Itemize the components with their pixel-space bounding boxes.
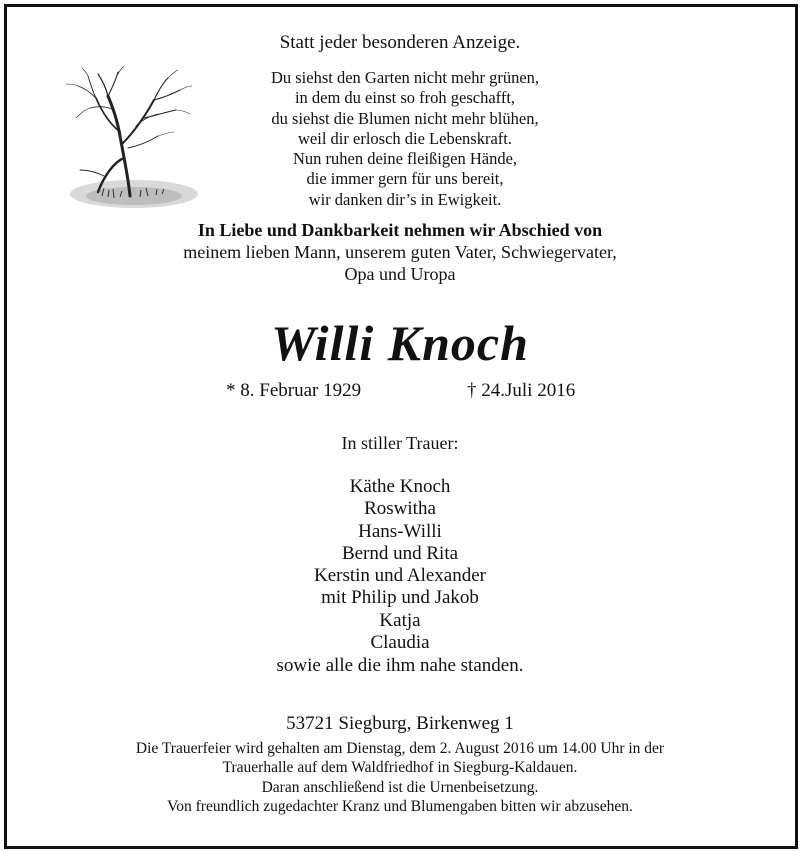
family-member: mit Philip und Jakob [321, 587, 479, 609]
family-member: Roswitha [364, 498, 436, 520]
farewell-line: Opa und Uropa [344, 263, 456, 284]
poem [250, 68, 560, 210]
poem-line: du siehst die Blumen nicht mehr blühen, [271, 108, 539, 128]
family-member: Claudia [370, 632, 430, 654]
notes-line: Trauerhalle auf dem Waldfriedhof in Siegburg-Kaldauen. [222, 759, 578, 777]
address: 53721 Siegburg, Birkenweg 1 [286, 713, 514, 734]
notes-line: Von freundlich zugedachter Kranz und Blumengaben bitten wir abzusehen. [167, 797, 633, 815]
birth-date: * 8. Februar 1929 [226, 380, 362, 401]
farewell-text [0, 242, 800, 285]
family-member: Käthe Knoch [349, 476, 451, 497]
notes-line: Daran anschließend ist die Urnenbeisetzung. [261, 778, 539, 796]
deceased-name: Willi Knoch [271, 315, 529, 371]
poem-line: in dem du einst so froh geschafft, [294, 88, 516, 108]
poem-line: die immer gern für uns bereit, [306, 169, 504, 189]
notes-line: Die Trauerfeier wird gehalten am Dienstag, dem 2. August 2016 um 14.00 Uhr in der [135, 740, 665, 757]
service-notes [0, 739, 800, 816]
farewell-heading: In Liebe und Dankbarkeit nehmen wir Abschied von [197, 220, 603, 240]
mourning-heading: In stiller Trauer: [341, 433, 459, 453]
farewell-line: meinem lieben Mann, unserem guten Vater, Schwiegervater, [183, 242, 617, 262]
family-list [0, 476, 800, 654]
family-member: Hans-Willi [358, 520, 442, 542]
tree-illustration [62, 66, 198, 212]
poem-line: Du siehst den Garten nicht mehr grünen, [270, 68, 540, 87]
others-line: sowie alle die ihm nahe standen. [276, 655, 524, 676]
family-member: Bernd und Rita [341, 542, 459, 564]
family-member: Katja [379, 609, 421, 631]
death-date: † 24.Juli 2016 [467, 380, 576, 401]
family-member: Kerstin und Alexander [313, 565, 486, 587]
intro-line: Statt jeder besonderen Anzeige. [279, 32, 521, 53]
poem-line: wir danken dir’s in Ewigkeit. [308, 189, 502, 209]
poem-line: weil dir erlosch die Lebenskraft. [298, 128, 512, 148]
poem-line: Nun ruhen deine fleißigen Hände, [292, 149, 518, 169]
